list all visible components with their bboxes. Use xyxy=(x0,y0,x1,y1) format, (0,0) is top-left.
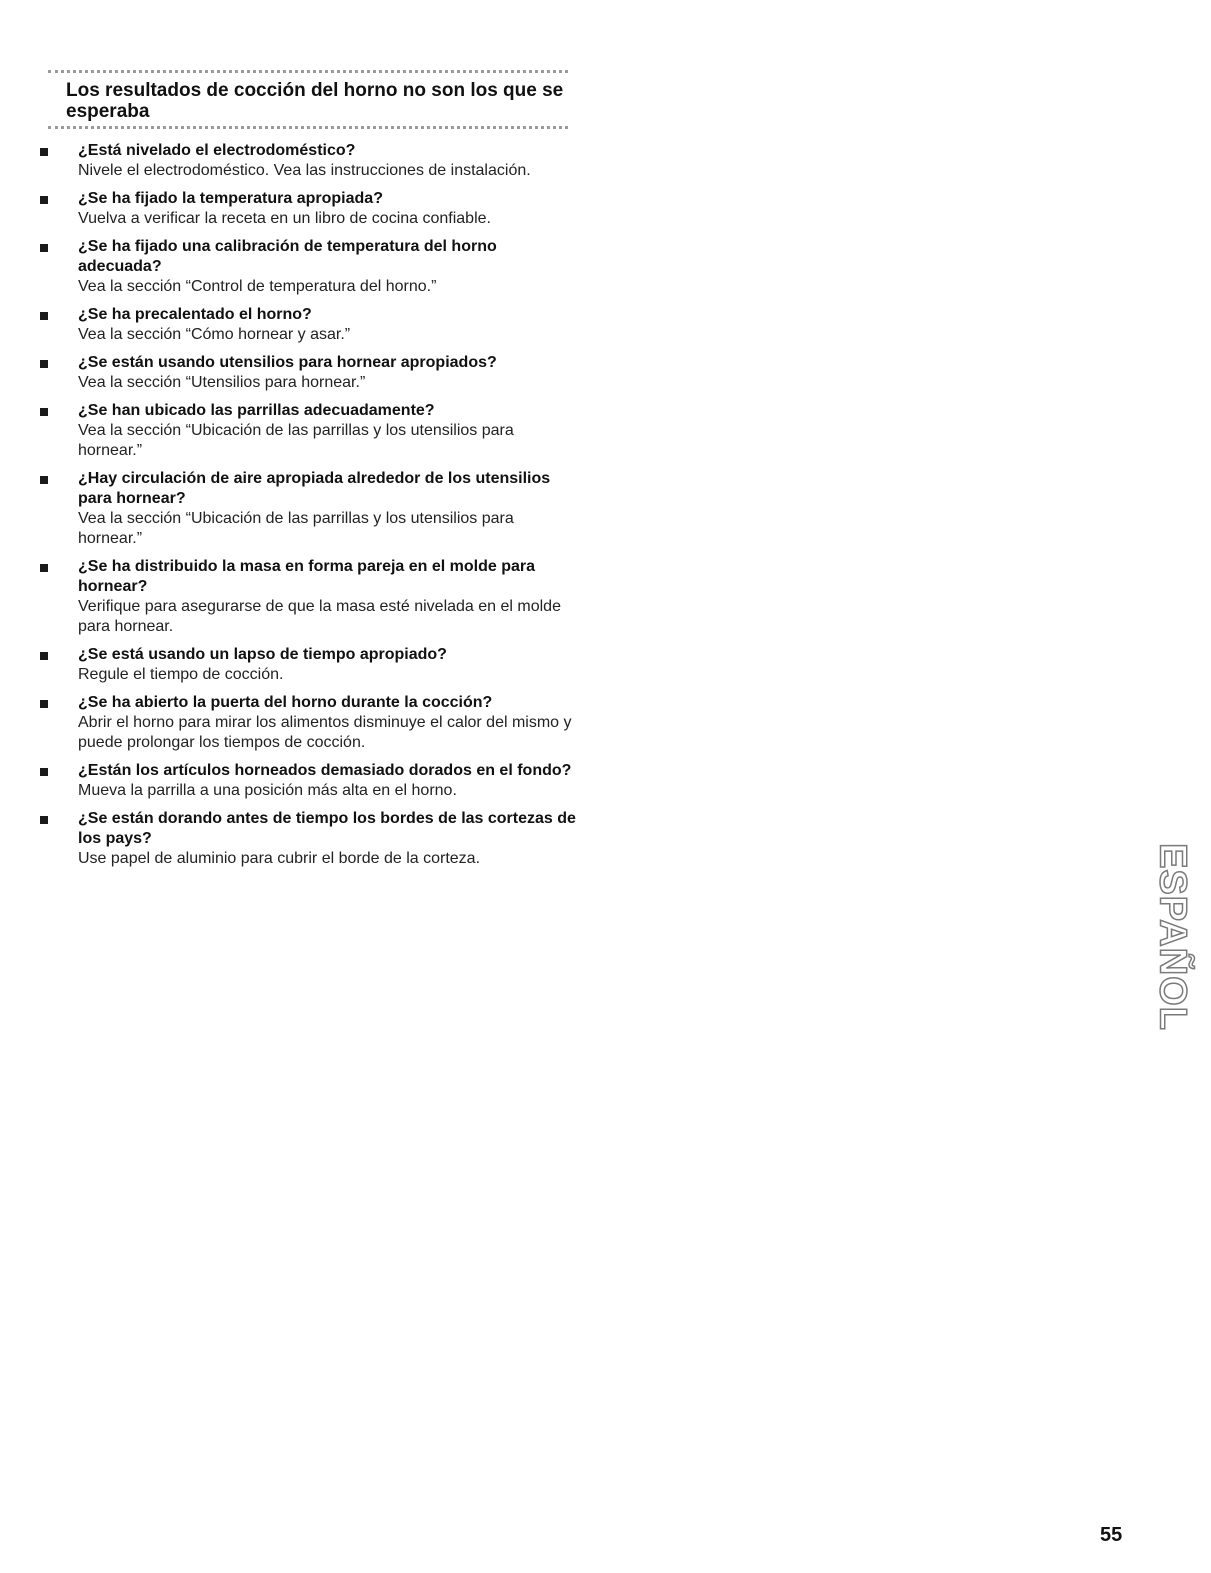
item-question: ¿Se ha fijado la temperatura apropiada? xyxy=(78,190,383,207)
bullet-icon xyxy=(40,652,48,660)
language-tab-label: ESPAÑOL xyxy=(1151,843,1194,1031)
list-item xyxy=(40,469,580,549)
list-item xyxy=(40,645,580,685)
item-question: ¿Se está usando un lapso de tiempo apropiado? xyxy=(78,646,447,663)
item-question: ¿Se ha precalentado el horno? xyxy=(78,306,312,323)
list-item xyxy=(40,693,580,753)
bullet-icon xyxy=(40,476,48,484)
list-item xyxy=(40,761,580,801)
item-answer: Vea la sección “Utensilios para hornear.” xyxy=(78,374,366,391)
item-question: ¿Se están usando utensilios para hornear apropiados? xyxy=(78,354,497,371)
bullet-icon xyxy=(40,564,48,572)
item-question: ¿Se ha abierto la puerta del horno durante la cocción? xyxy=(78,694,493,711)
item-question: ¿Se están dorando antes de tiempo los bordes de las cortezas de los pays? xyxy=(78,810,576,847)
item-answer: Vea la sección “Ubicación de las parrillas y los utensilios para hornear.” xyxy=(78,510,514,547)
item-question: ¿Hay circulación de aire apropiada alrededor de los utensilios para hornear? xyxy=(78,470,551,507)
item-answer: Vea la sección “Control de temperatura del horno.” xyxy=(78,278,437,295)
list-item xyxy=(40,305,580,345)
item-question: ¿Se ha distribuido la masa en forma pareja en el molde para hornear? xyxy=(78,558,536,595)
bullet-icon xyxy=(40,816,48,824)
list-item xyxy=(40,809,580,869)
list-item xyxy=(40,189,580,229)
bullet-icon xyxy=(40,148,48,156)
item-question: ¿Están los artículos horneados demasiado dorados en el fondo? xyxy=(78,762,572,779)
bullet-icon xyxy=(40,244,48,252)
item-question: ¿Se han ubicado las parrillas adecuadamente? xyxy=(78,402,435,419)
item-answer: Vea la sección “Ubicación de las parrillas y los utensilios para hornear.” xyxy=(78,422,514,459)
troubleshooting-list xyxy=(40,141,580,877)
page-number: 55 xyxy=(1100,1524,1123,1546)
item-question: ¿Está nivelado el electrodoméstico? xyxy=(78,142,356,159)
item-answer: Abrir el horno para mirar los alimentos disminuye el calor del mismo y puede prolongar los tiempos de cocción. xyxy=(78,714,572,751)
item-answer: Use papel de aluminio para cubrir el borde de la corteza. xyxy=(78,850,481,867)
list-item xyxy=(40,401,580,461)
bullet-icon xyxy=(40,408,48,416)
bullet-icon xyxy=(40,700,48,708)
language-side-tab xyxy=(1150,815,1194,1060)
item-answer: Nivele el electrodoméstico. Vea las instrucciones de instalación. xyxy=(78,162,531,179)
bullet-icon xyxy=(40,360,48,368)
list-item xyxy=(40,141,580,181)
item-answer: Vuelva a verificar la receta en un libro de cocina confiable. xyxy=(78,210,491,227)
item-question: ¿Se ha fijado una calibración de temperatura del horno adecuada? xyxy=(78,238,497,275)
item-answer: Verifique para asegurarse de que la masa esté nivelada en el molde para hornear. xyxy=(78,598,561,635)
list-item xyxy=(40,353,580,393)
list-item xyxy=(40,237,580,297)
section-title: Los resultados de cocción del horno no son los que se esperaba xyxy=(66,80,564,122)
bullet-icon xyxy=(40,768,48,776)
header-top-rule xyxy=(48,70,568,73)
bullet-icon xyxy=(40,196,48,204)
item-answer: Mueva la parrilla a una posición más alta en el horno. xyxy=(78,782,457,799)
header-bottom-rule xyxy=(48,126,568,129)
item-answer: Regule el tiempo de cocción. xyxy=(78,666,284,683)
bullet-icon xyxy=(40,312,48,320)
item-answer: Vea la sección “Cómo hornear y asar.” xyxy=(78,326,351,343)
list-item xyxy=(40,557,580,637)
